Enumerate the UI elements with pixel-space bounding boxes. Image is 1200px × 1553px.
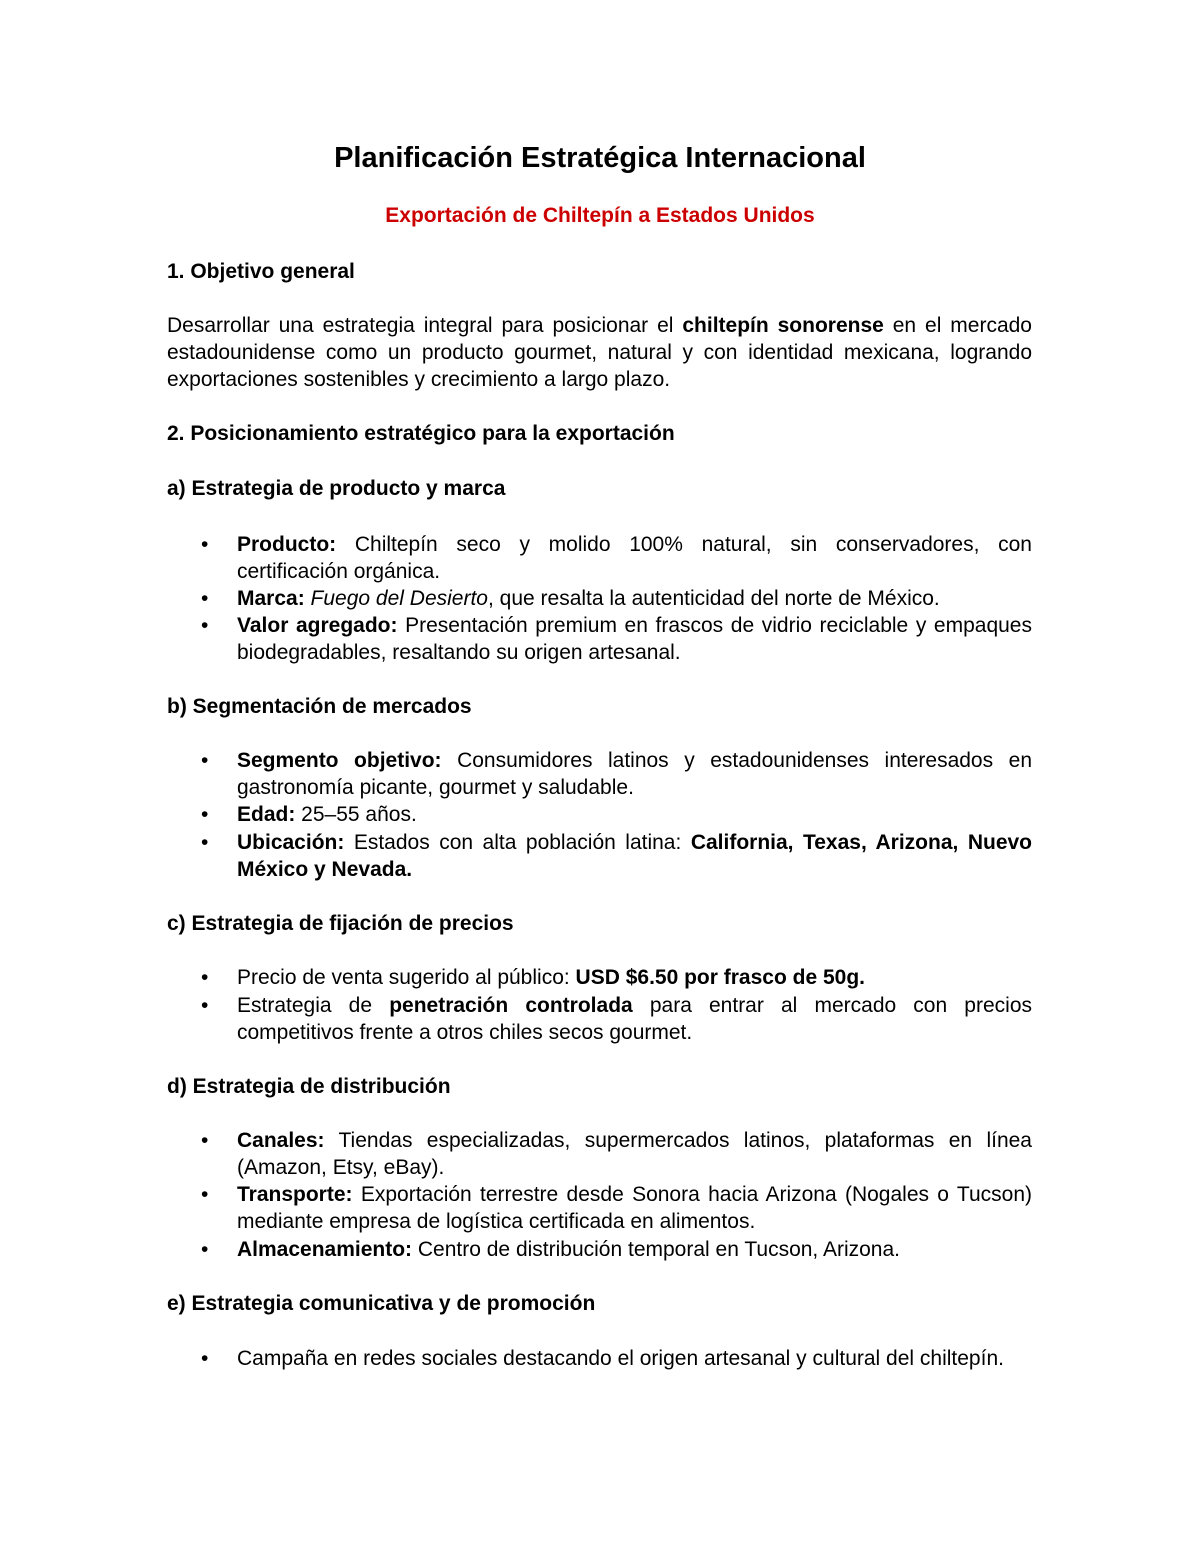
list-item <box>201 801 1032 828</box>
item-text-bold: penetración controlada <box>389 994 633 1017</box>
subsection-c-heading: c) Estrategia de fijación de precios <box>167 912 514 935</box>
item-text: Exportación terrestre desde Sonora hacia Arizona (Nogales o Tucson) mediante empresa de logística certificada en alimentos. <box>237 1183 1032 1233</box>
section-1-heading: 1. Objetivo general <box>167 260 355 283</box>
item-text: Estados con alta población latina: <box>344 831 691 854</box>
list-item <box>201 829 1033 883</box>
objective-paragraph <box>167 312 1032 393</box>
subsection-d-heading: d) Estrategia de distribución <box>167 1075 451 1098</box>
list-item <box>201 747 1032 801</box>
document-title: Planificación Estratégica Internacional <box>334 142 866 174</box>
list-item <box>201 585 1032 612</box>
list-item <box>201 964 1032 991</box>
bullet-icon: • <box>201 966 209 989</box>
item-label: Producto: <box>237 533 337 556</box>
list-item <box>201 612 1032 666</box>
item-text: , que resalta la autenticidad del norte de México. <box>487 587 940 610</box>
list-item <box>201 1345 1032 1372</box>
bullet-icon: • <box>201 803 209 826</box>
item-text: Chiltepín seco y molido 100% natural, sin conservadores, con certificación orgánica. <box>237 533 1032 583</box>
item-text-bold: California, Texas, Arizona, Nuevo México y Nevada. <box>237 831 1033 881</box>
item-text-after: para entrar al mercado con precios competitivos frente a otros chiles secos gourmet. <box>237 994 1032 1044</box>
brand-name: Fuego del Desierto <box>310 587 488 610</box>
bullet-icon: • <box>201 1129 209 1152</box>
item-label: Canales: <box>237 1129 325 1152</box>
item-label: Valor agregado: <box>237 614 398 637</box>
objective-text-start: Desarrollar una estrategia integral para posicionar el <box>167 314 683 337</box>
bullet-icon: • <box>201 749 209 772</box>
bullet-icon: • <box>201 831 209 854</box>
bullet-icon: • <box>201 1238 209 1261</box>
list-item <box>201 531 1032 585</box>
list-item <box>201 1127 1032 1181</box>
bullet-icon: • <box>201 1347 209 1370</box>
item-label: Segmento objetivo: <box>237 749 442 772</box>
document-subtitle: Exportación de Chiltepín a Estados Unidos <box>385 204 815 227</box>
item-text: Precio de venta sugerido al público: <box>237 966 576 989</box>
subsection-a-heading: a) Estrategia de producto y marca <box>167 477 506 500</box>
item-label: Ubicación: <box>237 831 345 854</box>
item-label: Almacenamiento: <box>237 1238 413 1261</box>
item-text: Consumidores latinos y estadounidenses interesados en gastronomía picante, gourmet y saludable. <box>237 749 1032 799</box>
section-2-heading: 2. Posicionamiento estratégico para la exportación <box>167 422 675 445</box>
bullet-icon: • <box>201 533 209 556</box>
objective-text-bold: chiltepín sonorense <box>682 314 884 337</box>
subsection-b-heading: b) Segmentación de mercados <box>167 695 472 718</box>
item-label: Edad: <box>237 803 296 826</box>
subsection-e-heading: e) Estrategia comunicativa y de promoción <box>167 1292 596 1315</box>
item-text: Centro de distribución temporal en Tucson, Arizona. <box>412 1238 900 1261</box>
list-item <box>201 1236 1032 1263</box>
bullet-icon: • <box>201 587 209 610</box>
bullet-icon: • <box>201 1183 209 1206</box>
item-text: Presentación premium en frascos de vidrio reciclable y empaques biodegradables, resaltando su origen artesanal. <box>237 614 1032 664</box>
list-item <box>201 992 1032 1046</box>
item-text: Tiendas especializadas, supermercados latinos, plataformas en línea (Amazon, Etsy, eBay). <box>237 1129 1032 1179</box>
list-item <box>201 1181 1032 1235</box>
item-text: 25–55 años. <box>295 803 417 826</box>
bullet-icon: • <box>201 614 209 637</box>
item-text-bold: USD $6.50 por frasco de 50g. <box>575 966 865 989</box>
item-text: Campaña en redes sociales destacando el origen artesanal y cultural del chiltepín. <box>237 1347 1004 1370</box>
item-label: Marca: <box>237 587 305 610</box>
bullet-icon: • <box>201 994 209 1017</box>
objective-text-end: en el mercado estadounidense como un producto gourmet, natural y con identidad mexicana, logrando exportaciones sostenibles y crecimiento a largo plazo. <box>167 314 1032 391</box>
item-label: Transporte: <box>237 1183 353 1206</box>
item-text: Estrategia de <box>237 994 390 1017</box>
